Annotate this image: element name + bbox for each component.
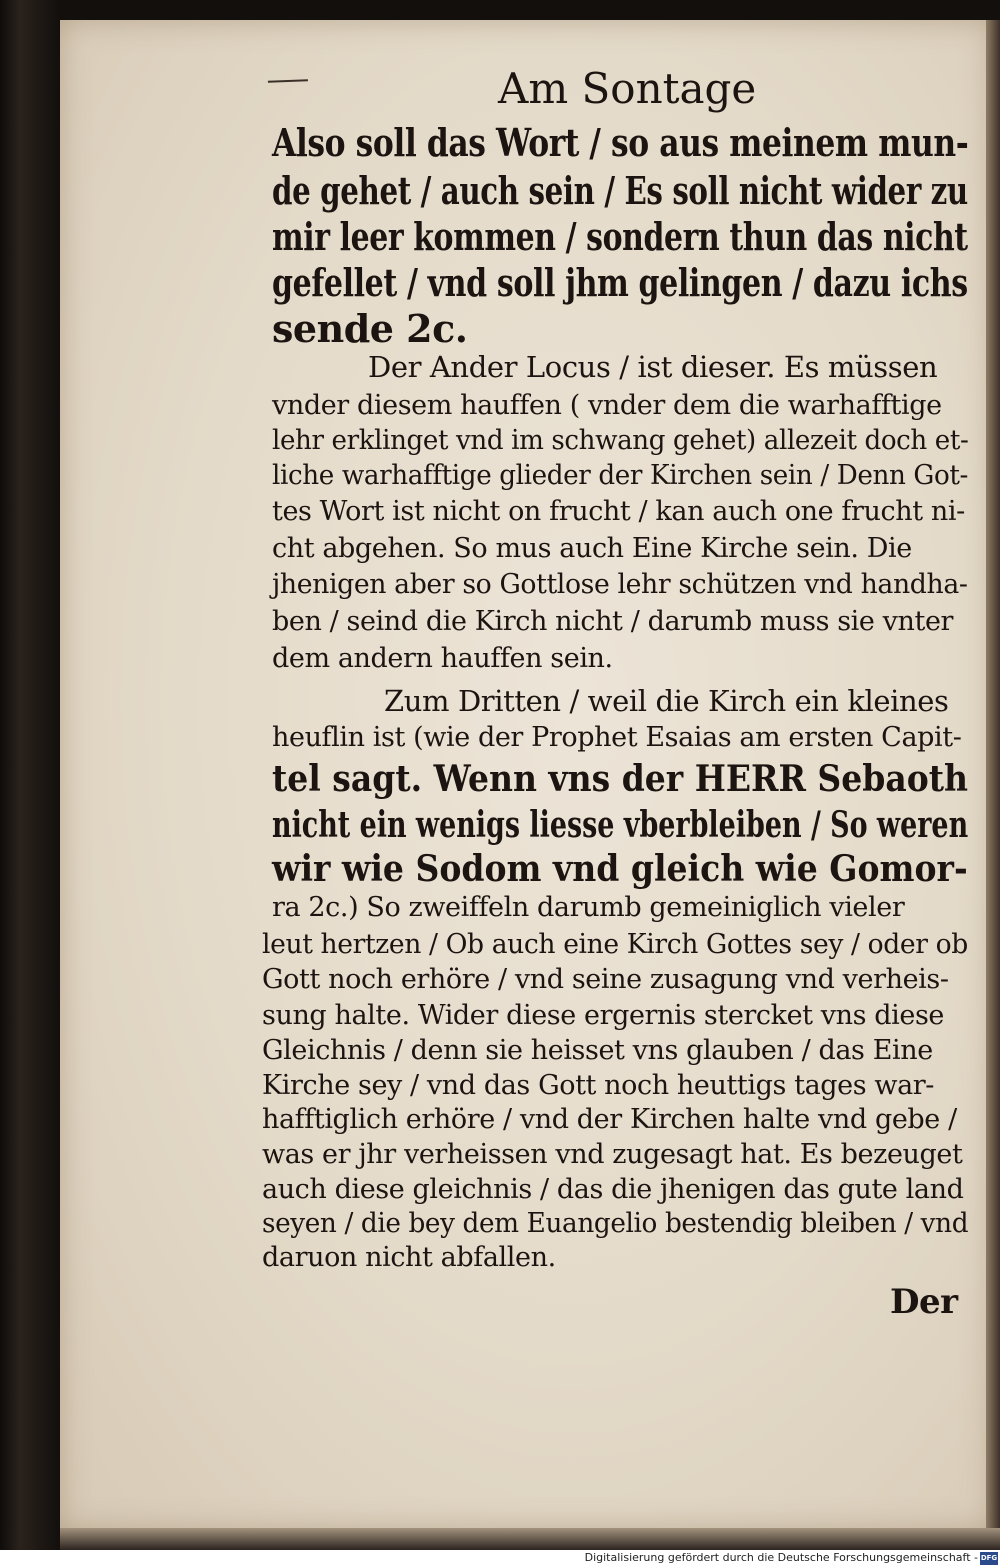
page-edge-bottom	[60, 1528, 1000, 1550]
dfg-logo-icon: DFG	[980, 1552, 998, 1565]
text-line: cht abgehen. So mus auch Eine Kirche sein. Die	[272, 533, 912, 564]
text-line: was er jhr verheissen vnd zugesagt hat. Es bezeuget	[262, 1139, 963, 1170]
page-edge-right	[986, 20, 1000, 1540]
text-line: jhenigen aber so Gottlose lehr schützen vnd handha-	[272, 569, 968, 600]
text-line: liche warhafftige glieder der Kirchen sein / Denn Got-	[272, 460, 968, 491]
text-line: Gott noch erhöre / vnd seine zusagung vnd verheis-	[262, 964, 949, 995]
text-line: hafftiglich erhöre / vnd der Kirchen halte vnd gebe /	[262, 1104, 957, 1135]
text-line: gefellet / vnd soll jhm gelingen / dazu ichs	[272, 260, 968, 305]
text-line: lehr erklinget vnd im schwang gehet) allezeit doch et-	[272, 425, 969, 456]
text-line: mir leer kommen / sondern thun das nicht	[272, 214, 968, 259]
text-line: Also soll das Wort / so aus meinem mun-	[272, 120, 969, 165]
text-line: sung halte. Wider diese ergernis stercket vns diese	[262, 1000, 945, 1031]
text-line: ra 2c.) So zweiffeln darumb gemeiniglich vieler	[272, 892, 905, 923]
running-title: Am Sontage	[498, 64, 757, 113]
text-line: Kirche sey / vnd das Gott noch heuttigs tages war-	[262, 1070, 935, 1101]
text-line: dem andern hauffen sein.	[272, 643, 613, 674]
catchword: Der	[890, 1282, 958, 1322]
text-line: tes Wort ist nicht on frucht / kan auch one frucht ni-	[272, 496, 965, 527]
text-line: wir wie Sodom vnd gleich wie Gomor-	[272, 848, 968, 890]
text-line: Gleichnis / denn sie heisset vns glauben / das Eine	[262, 1035, 933, 1066]
text-line: Zum Dritten / weil die Kirch ein kleines	[384, 684, 949, 718]
text-line: ben / seind die Kirch nicht / darumb muss sie vnter	[272, 606, 954, 637]
text-line: vnder diesem hauffen ( vnder dem die warhafftige	[272, 390, 942, 421]
text-line: tel sagt. Wenn vns der HERR Sebaoth	[272, 758, 969, 800]
funding-note: Digitalisierung gefördert durch die Deutsche Forschungsgemeinschaft -	[584, 1551, 978, 1564]
text-line: nicht ein wenigs liesse vberbleiben / So weren	[272, 804, 969, 846]
text-line: heuflin ist (wie der Prophet Esaias am ersten Capit-	[272, 722, 962, 753]
text-line: sende 2c.	[272, 306, 468, 351]
text-line: seyen / die bey dem Euangelio bestendig bleiben / vnd	[262, 1208, 969, 1239]
text-line: auch diese gleichnis / das die jhenigen das gute land	[262, 1174, 964, 1205]
text-line: daruon nicht abfallen.	[262, 1242, 556, 1273]
text-line: Der Ander Locus / ist dieser. Es müssen	[368, 350, 938, 384]
text-line: leut hertzen / Ob auch eine Kirch Gottes sey / oder ob	[262, 929, 968, 960]
text-line: de gehet / auch sein / Es soll nicht wider zu	[272, 168, 968, 213]
